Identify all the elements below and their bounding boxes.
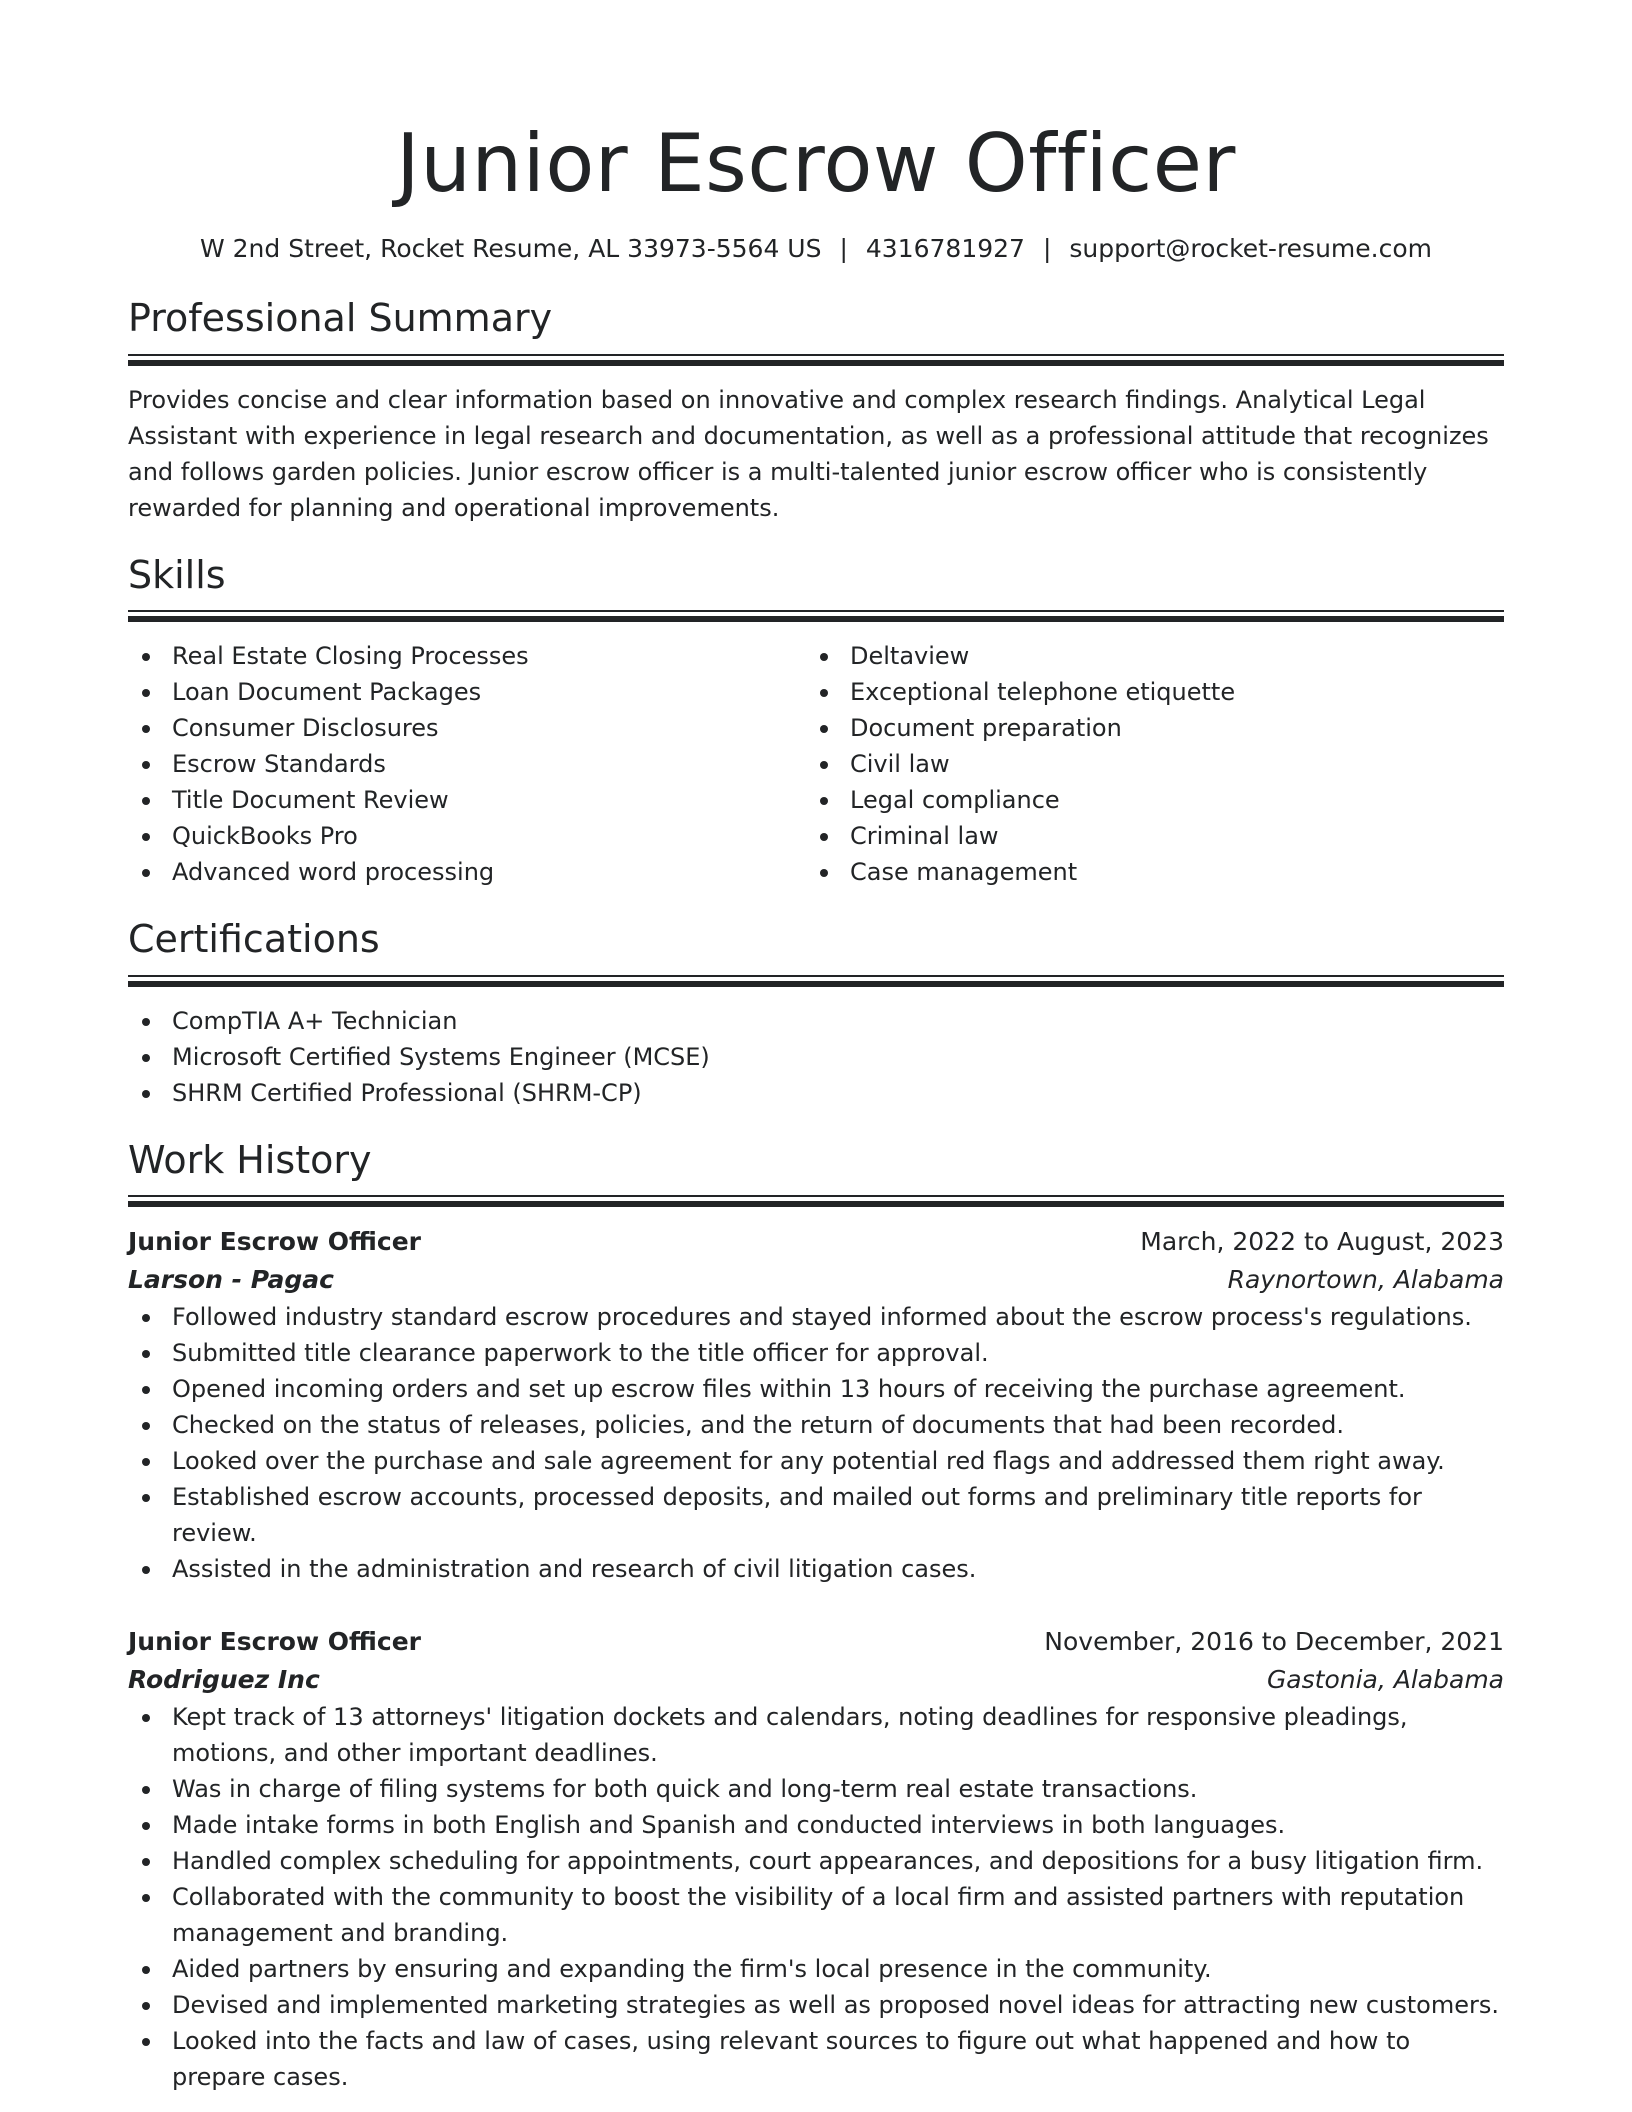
- job-duties-list: [128, 1299, 1504, 1587]
- job-duty: Handled complex scheduling for appointments, court appearances, and depositions for a busy litigation firm.: [128, 1843, 1504, 1879]
- job-location: Raynortown, Alabama: [1227, 1265, 1504, 1295]
- certification-item: CompTIA A+ Technician: [128, 1003, 1504, 1039]
- work-history-heading: Work History: [128, 1137, 372, 1182]
- job-duty: Looked into the facts and law of cases, using relevant sources to figure out what happened and how to prepare cases.: [128, 2023, 1504, 2095]
- job-duty: Devised and implemented marketing strategies as well as proposed novel ideas for attracting new customers.: [128, 1987, 1504, 2023]
- contact-separator: |: [839, 234, 848, 263]
- job-duty: Opened incoming orders and set up escrow files within 13 hours of receiving the purchase agreement.: [128, 1371, 1504, 1407]
- certification-item: Microsoft Certified Systems Engineer (MCSE): [128, 1039, 1504, 1075]
- job-duty: Collaborated with the community to boost the visibility of a local firm and assisted partners with reputation management and branding.: [128, 1879, 1504, 1951]
- skill-item: Real Estate Closing Processes: [128, 638, 806, 674]
- job-company: Rodriguez Inc: [128, 1665, 320, 1695]
- skill-item: Title Document Review: [128, 782, 806, 818]
- certifications-list: [128, 1003, 1504, 1111]
- job-duty: Assisted in the administration and research of civil litigation cases.: [128, 1551, 1504, 1587]
- skill-item: QuickBooks Pro: [128, 818, 806, 854]
- skills-section: [128, 553, 1504, 891]
- skill-item: Escrow Standards: [128, 746, 806, 782]
- job-duty: Looked over the purchase and sale agreement for any potential red flags and addressed them right away.: [128, 1443, 1504, 1479]
- job-company: Larson - Pagac: [128, 1265, 334, 1295]
- skills-heading: Skills: [128, 552, 226, 597]
- skill-item: Consumer Disclosures: [128, 710, 806, 746]
- contact-email: support@rocket-resume.com: [1069, 234, 1433, 263]
- job-dates: March, 2022 to August, 2023: [1140, 1227, 1504, 1257]
- job-duty: Followed industry standard escrow procedures and stayed informed about the escrow process's regulations.: [128, 1299, 1504, 1335]
- skill-item: Exceptional telephone etiquette: [806, 674, 1484, 710]
- job-entry: [128, 1623, 1504, 2095]
- certification-item: SHRM Certified Professional (SHRM-CP): [128, 1075, 1504, 1111]
- job-title: Junior Escrow Officer: [128, 1627, 421, 1657]
- resume-title: Junior Escrow Officer: [396, 117, 1236, 210]
- section-divider: [128, 610, 1504, 622]
- resume-page: [128, 0, 1504, 2095]
- skill-item: Advanced word processing: [128, 854, 806, 890]
- job-duty: Established escrow accounts, processed deposits, and mailed out forms and preliminary title reports for review.: [128, 1479, 1504, 1551]
- job-duty: Checked on the status of releases, policies, and the return of documents that had been recorded.: [128, 1407, 1504, 1443]
- job-title: Junior Escrow Officer: [128, 1227, 421, 1257]
- summary-text: Provides concise and clear information based on innovative and complex research findings. Analytical Legal Assistant with experience in legal research and documentation, as well as a professional attitude that recognizes and follows garden policies. Junior escrow officer is a multi-talented junior escrow officer who is consistently rewarded for planning and operational improvements.: [128, 385, 1489, 522]
- skill-item: Legal compliance: [806, 782, 1484, 818]
- job-duty: Submitted title clearance paperwork to the title officer for approval.: [128, 1335, 1504, 1371]
- skills-list-right: [806, 638, 1484, 890]
- job-subheader-row: [128, 1661, 1504, 1699]
- job-duty: Aided partners by ensuring and expanding the firm's local presence in the community.: [128, 1951, 1504, 1987]
- skill-item: Document preparation: [806, 710, 1484, 746]
- skill-item: Deltaview: [806, 638, 1484, 674]
- skill-item: Civil law: [806, 746, 1484, 782]
- certifications-section: [128, 917, 1504, 1111]
- section-divider: [128, 1195, 1504, 1207]
- section-divider: [128, 975, 1504, 987]
- job-header-row: [128, 1223, 1504, 1261]
- job-location: Gastonia, Alabama: [1266, 1665, 1504, 1695]
- skills-list-left: [128, 638, 806, 890]
- contact-separator: |: [1042, 234, 1052, 263]
- job-duties-list: [128, 1699, 1504, 2095]
- summary-section: [128, 296, 1504, 526]
- contact-phone: 4316781927: [865, 234, 1025, 263]
- summary-heading: Professional Summary: [128, 296, 553, 340]
- skill-item: Loan Document Packages: [128, 674, 806, 710]
- job-duty: Was in charge of filing systems for both quick and long-term real estate transactions.: [128, 1771, 1504, 1807]
- section-divider: [128, 354, 1504, 366]
- skill-item: Criminal law: [806, 818, 1484, 854]
- work-history-section: [128, 1138, 1504, 2096]
- certifications-heading: Certifications: [128, 917, 380, 962]
- job-header-row: [128, 1623, 1504, 1661]
- skills-columns: [128, 638, 1504, 890]
- job-entry: [128, 1223, 1504, 1587]
- skill-item: Case management: [806, 854, 1484, 890]
- job-dates: November, 2016 to December, 2021: [1044, 1627, 1504, 1657]
- job-subheader-row: [128, 1261, 1504, 1299]
- contact-address: W 2nd Street, Rocket Resume, AL 33973-5564 US: [199, 234, 822, 263]
- job-duty: Kept track of 13 attorneys' litigation dockets and calendars, noting deadlines for responsive pleadings, motions, and other important deadlines.: [128, 1699, 1504, 1771]
- contact-line: [128, 234, 1504, 264]
- job-duty: Made intake forms in both English and Spanish and conducted interviews in both languages.: [128, 1807, 1504, 1843]
